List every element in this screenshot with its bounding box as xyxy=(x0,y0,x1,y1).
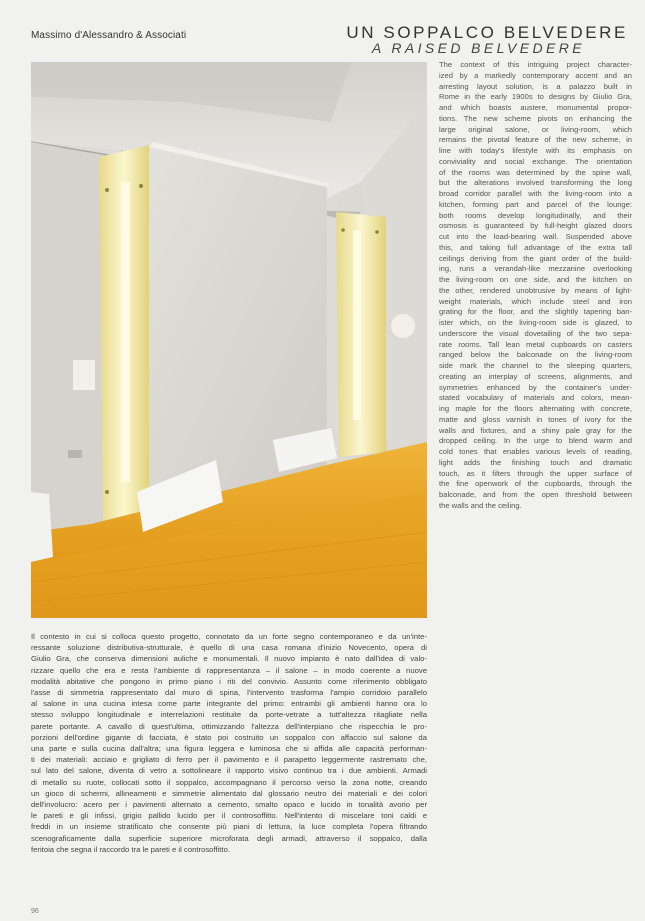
text-line: creating an interplay of screens, alignments, and xyxy=(439,371,632,381)
text-line: remains the pivotal feature of the new scheme, in xyxy=(439,135,632,145)
text-line: una parte e sulla cucina dall'altra; una figura leggera e luminosa che si affida alle capacità performan- xyxy=(31,744,427,754)
text-line: ing, runs a verandah-like mezzanine overlooking xyxy=(439,264,632,274)
text-line: the living-room on one side, and the kitchen on xyxy=(439,275,632,284)
text-line: sul lato del salone, diventa di vetro a sottolineare il rapporto visivo continuo tra i due ambienti. Armadi xyxy=(31,766,427,776)
text-line: dropped ceiling. In the urge to blend warm and xyxy=(439,436,632,446)
text-line: Giulio Gra, che conserva dimensioni auliche e monumentali. Il nuovo impianto è nato dall'idea di valo- xyxy=(31,654,427,664)
text-line: scenograficamente dalla superficie superiore microforata degli armadi, attraverso il soppalco, dalla xyxy=(31,833,427,843)
text-line: ressante soluzione distributiva-strutturale, è quello di una casa romana d'inizio Novecento, opera di xyxy=(31,643,427,653)
text-line: conviviality and social exchange. The orientation xyxy=(439,156,632,166)
text-line: arresting layout solution, is a palazzo built in xyxy=(439,81,632,91)
text-line: stesso sviluppo longitudinale e interrelazioni restituite da porte-vetrate a tutt'altezza ritagliate nella xyxy=(31,710,427,720)
text-line: ranged below the balconade on the living-room xyxy=(439,350,632,360)
text-line: grating for the floor, and the slightly tapering ban- xyxy=(439,307,632,317)
text-line: Rome in the early 1900s to designs by Giulio Gra, xyxy=(439,92,632,102)
text-line: ized by a markedly contemporary accent and an xyxy=(439,70,632,80)
text-line: stated vocabulary of materials and colors, mean- xyxy=(439,393,632,403)
text-line: tions. The new scheme pivots on enhancing the xyxy=(439,113,632,123)
text-line: and which boasts austere, monumental propor- xyxy=(439,103,632,112)
text-line: di metallo su ruote, collocati sotto il soppalco, accompagnano il percorso verso la zona notte, creando xyxy=(31,777,427,787)
text-line: cold tones that enables various levels of reading, xyxy=(439,447,632,456)
text-line: ister which, on the living-room side is glazed, to xyxy=(439,318,632,327)
page-number: 96 xyxy=(31,908,39,915)
text-line: parete portante. A cavallo di quest'ultima, ottimizzando l'altezza dell'interpiano che rispecchia le pro- xyxy=(31,721,427,731)
text-line: rate rooms. Tall lean metal cupboards on casters xyxy=(439,339,632,349)
text-line: the walls and the ceiling. xyxy=(439,500,522,510)
text-line: light adds the finishing touch and dramatic xyxy=(439,457,632,467)
text-line: The context of this intriguing project character- xyxy=(439,60,632,69)
text-line: Il contesto in cui si colloca questo progetto, connotato da un forte segno contemporaneo e da un'inte- xyxy=(31,632,427,641)
text-line: matte and gloss varnish in tones of ivory for the xyxy=(439,414,632,424)
text-line: this, and taking full advantage of the extra tall xyxy=(439,242,632,252)
text-line: ceilings deriving from the giant order of the build- xyxy=(439,253,632,263)
text-line: un gioco di schermi, allineamenti e simmetrie alimentato dal glossario neutro dei materiali e dei colori xyxy=(31,788,427,798)
text-line: al salone in una cucina intesa come parte integrante del primo: entrambi gli ambienti hanno ora lo xyxy=(31,699,427,709)
text-line: ing maple for the floors alternating with concrete, xyxy=(439,404,632,413)
title-english: A RAISED BELVEDERE xyxy=(371,40,585,56)
text-line: but the alterations involved transforming the long xyxy=(439,178,632,188)
text-line: kitchen, forming part and parcel of the lounge: xyxy=(439,199,632,209)
text-line: osmosis is guaranteed by full-height glazed doors xyxy=(439,221,632,231)
text-line: large original salone, or living-room, which xyxy=(439,124,632,134)
text-line: l'asse di simmetria rappresentato dal muro di spina, l'intervento trasforma l'ampio corridoio parallelo xyxy=(31,688,427,698)
text-line: ti dei materiali: acciaio e grigliato di ferro per il pavimento e il parapetto leggermente rastremato che, xyxy=(31,755,427,765)
text-line: balconade, and from the open threshold between xyxy=(439,490,632,499)
interior-photo xyxy=(31,62,427,618)
text-line: rizzare quello che era e resta l'ambiente di rappresentanza – il salone – in modo coerente a nuove xyxy=(31,665,427,675)
text-line: line with today's lifestyle with its emphasis on xyxy=(439,146,632,155)
text-line: the other, rendered unobtrusive by means of light- xyxy=(439,285,632,295)
text-line: touch, as it filters through the upper surface of xyxy=(439,468,632,478)
text-line: feritoia che segna il raccordo tra le pareti e il controsoffitto. xyxy=(31,844,230,854)
text-line: of the rooms was determined by the spine wall, xyxy=(439,167,632,177)
text-line: dell'involucro: acero per i pavimenti alternato a cemento, smalto opaco e lucido in tonalità avorio per xyxy=(31,800,427,810)
text-line: modalità abitative che pongono in primo piano i riti del convivio. Assunto come riferimento obbligato xyxy=(31,676,427,686)
text-line: the fine openwork of the cupboards, through the xyxy=(439,479,632,489)
text-line: symmetries enhanced by the container's under- xyxy=(439,382,632,392)
title-italian: UN SOPPALCO BELVEDERE xyxy=(346,23,628,42)
text-line: cut into the load-bearing wall. Suspended above xyxy=(439,232,632,241)
text-line: both rooms develop longitudinally, and their xyxy=(439,210,632,220)
text-line: walls and fixtures, and a shiny pale gray for the xyxy=(439,425,632,435)
italian-text-body xyxy=(31,631,427,855)
studio-name: Massimo d'Alessandro & Associati xyxy=(31,30,187,41)
text-line: freddi in un insieme stratificato che consente più piani di lettura, la luce completa l'opera filtrando xyxy=(31,822,427,832)
english-text-column xyxy=(439,60,632,512)
text-line: broad corridor parallel with the living-room into a xyxy=(439,189,632,198)
text-line: weight materials, which include steel and iron xyxy=(439,296,632,306)
text-line: side mark the channel to the sleeping quarters, xyxy=(439,361,632,370)
text-line: underscore the visual dovetailing of the two sepa- xyxy=(439,328,632,338)
text-line: le pareti e gli infissi, grigio pallido lucido per il controsoffitto. Nell'intento di miscelare toni caldi e xyxy=(31,811,427,821)
text-line: porzioni dell'ordine gigante di facciata, è stato poi costruito un soppalco con affaccio sul salone da xyxy=(31,732,427,742)
